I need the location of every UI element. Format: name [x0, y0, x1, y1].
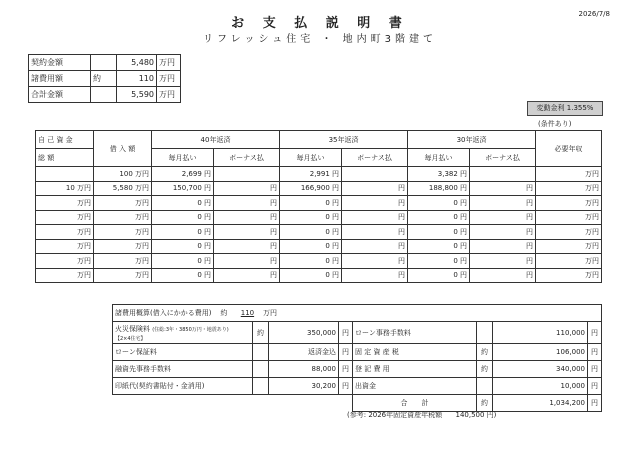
yen-unit: 円 — [588, 378, 602, 395]
own-funds-header-2: 総 額 — [36, 149, 94, 167]
required-income-cell: 万円 — [536, 210, 602, 225]
lender-fee-label: 融資先事務手数料 — [113, 361, 253, 378]
monthly-30-cell: 0 円 — [408, 268, 470, 283]
monthly-35-cell: 0 円 — [280, 268, 342, 283]
monthly-30-cell: 0 円 — [408, 239, 470, 254]
own-funds-header-1: 自 己 資 金 — [36, 131, 94, 149]
monthly-header: 毎月払い — [408, 149, 470, 167]
bonus-35-cell: 円 — [342, 225, 408, 240]
loan-amount-cell: 万円 — [94, 239, 152, 254]
loan-amount-cell: 万円 — [94, 254, 152, 269]
yen-unit: 円 — [588, 395, 602, 412]
guarantee-note: 返済金込 — [269, 344, 339, 361]
yen-unit: 円 — [339, 361, 353, 378]
yen-unit: 円 — [588, 344, 602, 361]
monthly-35-cell: 0 円 — [280, 225, 342, 240]
bonus-40-cell: 円 — [214, 225, 280, 240]
loan-amount-cell: 万円 — [94, 196, 152, 211]
costs-header-label: 諸費用概算(借入にかかる費用) — [115, 309, 212, 317]
costs-row-lender — [113, 361, 602, 378]
fire-insurance-cell — [113, 322, 253, 344]
yen-unit: 円 — [339, 378, 353, 395]
table-row — [36, 181, 602, 196]
required-income-header: 必要年収 — [536, 131, 602, 167]
own-funds-cell: 万円 — [36, 239, 94, 254]
bonus-40-cell: 円 — [214, 254, 280, 269]
property-tax-prefix: 約 — [477, 344, 493, 361]
bonus-30-cell: 円 — [470, 196, 536, 211]
reference-text: (参考: 2026年固定資産年税額 — [347, 411, 443, 419]
yen-unit: 円 — [339, 322, 353, 344]
registration-prefix: 約 — [477, 361, 493, 378]
stamp-label: 印紙代(契約書貼付・金消用) — [113, 378, 253, 395]
bonus-header: ボーナス払 — [342, 149, 408, 167]
registration-label: 登 記 費 用 — [353, 361, 477, 378]
costs-header-unit: 万円 — [263, 309, 278, 317]
monthly-35-cell: 0 円 — [280, 196, 342, 211]
own-funds-cell: 万円 — [36, 225, 94, 240]
yen-unit: 円 — [339, 344, 353, 361]
summary-label: 契約金額 — [29, 55, 91, 71]
stamp-value: 30,200 — [269, 378, 339, 395]
reference-value: 140,500 円) — [455, 411, 497, 419]
rate-value: 1.355% — [566, 104, 594, 112]
bonus-35-cell: 円 — [342, 268, 408, 283]
total-value: 1,034,200 — [493, 395, 588, 412]
table-row — [36, 268, 602, 283]
monthly-35-cell: 0 円 — [280, 254, 342, 269]
bonus-35-cell: 円 — [342, 254, 408, 269]
bonus-35-cell: 円 — [342, 239, 408, 254]
rate-label: 変動金利 — [536, 104, 565, 112]
monthly-header: 毎月払い — [280, 149, 342, 167]
fire-insurance-label: 火災保険料 — [115, 324, 150, 333]
bonus-35-cell: 円 — [342, 210, 408, 225]
variable-rate-badge — [527, 101, 603, 116]
table-row — [36, 225, 602, 240]
bonus-header: ボーナス払 — [470, 149, 536, 167]
own-funds-cell: 10 万円 — [36, 181, 94, 196]
deposit-label: 出資金 — [353, 378, 477, 395]
monthly-40-cell: 0 円 — [152, 210, 214, 225]
bonus-40-cell: 円 — [214, 239, 280, 254]
monthly-30-cell: 0 円 — [408, 254, 470, 269]
loan-amount-cell: 100 万円 — [94, 167, 152, 182]
bonus-header: ボーナス払 — [214, 149, 280, 167]
property-tax-label: 固 定 資 産 税 — [353, 344, 477, 361]
repayment-rows — [36, 167, 602, 283]
monthly-40-cell: 0 円 — [152, 196, 214, 211]
monthly-30-cell: 3,382 円 — [408, 167, 470, 182]
summary-prefix — [91, 87, 117, 103]
own-funds-cell: 万円 — [36, 196, 94, 211]
monthly-35-cell: 166,900 円 — [280, 181, 342, 196]
required-income-cell: 万円 — [536, 254, 602, 269]
document-title: お 支 払 説 明 書 — [231, 16, 409, 31]
summary-row-contract — [29, 55, 181, 71]
yen-unit: 円 — [588, 322, 602, 344]
monthly-35-cell: 0 円 — [280, 210, 342, 225]
own-funds-cell — [36, 167, 94, 182]
monthly-40-cell: 150,700 円 — [152, 181, 214, 196]
bonus-40-cell: 円 — [214, 268, 280, 283]
monthly-40-cell: 0 円 — [152, 254, 214, 269]
summary-row-total — [29, 87, 181, 103]
bonus-30-cell: 円 — [470, 181, 536, 196]
monthly-40-cell: 2,699 円 — [152, 167, 214, 182]
loan-amount-cell: 万円 — [94, 210, 152, 225]
yen-unit: 円 — [588, 361, 602, 378]
bonus-40-cell: 円 — [214, 196, 280, 211]
bonus-40-cell: 円 — [214, 181, 280, 196]
own-funds-cell: 万円 — [36, 254, 94, 269]
summary-value: 110 — [117, 71, 157, 87]
period-40-header: 40年返済 — [152, 131, 280, 149]
summary-label: 合計金額 — [29, 87, 91, 103]
monthly-30-cell: 188,800 円 — [408, 181, 470, 196]
costs-table — [112, 304, 602, 412]
document-date: 2026/7/8 — [578, 10, 610, 18]
bonus-40-cell: 円 — [214, 210, 280, 225]
summary-table — [28, 54, 181, 103]
loan-amount-header: 借 入 額 — [94, 131, 152, 167]
bonus-35-cell: 円 — [342, 196, 408, 211]
bonus-30-cell: 円 — [470, 239, 536, 254]
monthly-30-cell: 0 円 — [408, 196, 470, 211]
own-funds-cell: 万円 — [36, 210, 94, 225]
summary-row-fees — [29, 71, 181, 87]
required-income-cell: 万円 — [536, 167, 602, 182]
required-income-cell: 万円 — [536, 239, 602, 254]
repayment-table — [35, 130, 602, 283]
loan-fee-value: 110,000 — [493, 322, 588, 344]
costs-row-total — [113, 395, 602, 412]
own-funds-cell: 万円 — [36, 268, 94, 283]
required-income-cell: 万円 — [536, 268, 602, 283]
bonus-30-cell — [470, 167, 536, 182]
costs-header — [113, 305, 602, 322]
period-35-header: 35年返済 — [280, 131, 408, 149]
summary-unit: 万円 — [157, 55, 181, 71]
monthly-30-cell: 0 円 — [408, 225, 470, 240]
table-header-row — [36, 131, 602, 149]
required-income-cell: 万円 — [536, 225, 602, 240]
required-income-cell: 万円 — [536, 181, 602, 196]
costs-row-guarantee — [113, 344, 602, 361]
registration-value: 340,000 — [493, 361, 588, 378]
total-prefix: 約 — [477, 395, 493, 412]
costs-header-row — [113, 305, 602, 322]
costs-row-stamp — [113, 378, 602, 395]
table-row — [36, 210, 602, 225]
loan-amount-cell: 万円 — [94, 268, 152, 283]
deposit-value: 10,000 — [493, 378, 588, 395]
rate-condition: (条件あり) — [538, 120, 572, 128]
bonus-30-cell: 円 — [470, 254, 536, 269]
bonus-30-cell: 円 — [470, 225, 536, 240]
summary-unit: 万円 — [157, 87, 181, 103]
fire-prefix: 約 — [253, 322, 269, 344]
reference-note — [347, 410, 496, 420]
costs-header-value: 110 — [240, 309, 255, 317]
monthly-35-cell: 0 円 — [280, 239, 342, 254]
summary-prefix: 約 — [91, 71, 117, 87]
property-tax-value: 106,000 — [493, 344, 588, 361]
property-name: リフレッシュ住宅 ・ 地内町3階建て — [202, 34, 438, 45]
costs-header-prefix: 約 — [220, 309, 228, 317]
required-income-cell: 万円 — [536, 196, 602, 211]
period-30-header: 30年返済 — [408, 131, 536, 149]
monthly-35-cell: 2,991 円 — [280, 167, 342, 182]
fire-insurance-note: (住総:3年・3850万円・地震あり) — [152, 326, 229, 333]
fire-value: 350,000 — [269, 322, 339, 344]
table-row — [36, 239, 602, 254]
lender-fee-value: 88,000 — [269, 361, 339, 378]
fire-insurance-note2: 【2×4住宅】 — [115, 335, 146, 342]
loan-amount-cell: 5,580 万円 — [94, 181, 152, 196]
table-row — [36, 196, 602, 211]
summary-label: 諸費用額 — [29, 71, 91, 87]
bonus-30-cell: 円 — [470, 268, 536, 283]
guarantee-label: ローン保証料 — [113, 344, 253, 361]
monthly-30-cell: 0 円 — [408, 210, 470, 225]
bonus-30-cell: 円 — [470, 210, 536, 225]
summary-value: 5,590 — [117, 87, 157, 103]
summary-prefix — [91, 55, 117, 71]
monthly-40-cell: 0 円 — [152, 268, 214, 283]
monthly-header: 毎月払い — [152, 149, 214, 167]
table-row — [36, 254, 602, 269]
bonus-35-cell: 円 — [342, 181, 408, 196]
summary-value: 5,480 — [117, 55, 157, 71]
monthly-40-cell: 0 円 — [152, 239, 214, 254]
bonus-35-cell — [342, 167, 408, 182]
costs-row-fire — [113, 322, 602, 344]
summary-unit: 万円 — [157, 71, 181, 87]
monthly-40-cell: 0 円 — [152, 225, 214, 240]
bonus-40-cell — [214, 167, 280, 182]
table-row — [36, 167, 602, 182]
loan-fee-label: ローン事務手数料 — [353, 322, 477, 344]
total-label: 合 計 — [353, 395, 477, 412]
loan-amount-cell: 万円 — [94, 225, 152, 240]
